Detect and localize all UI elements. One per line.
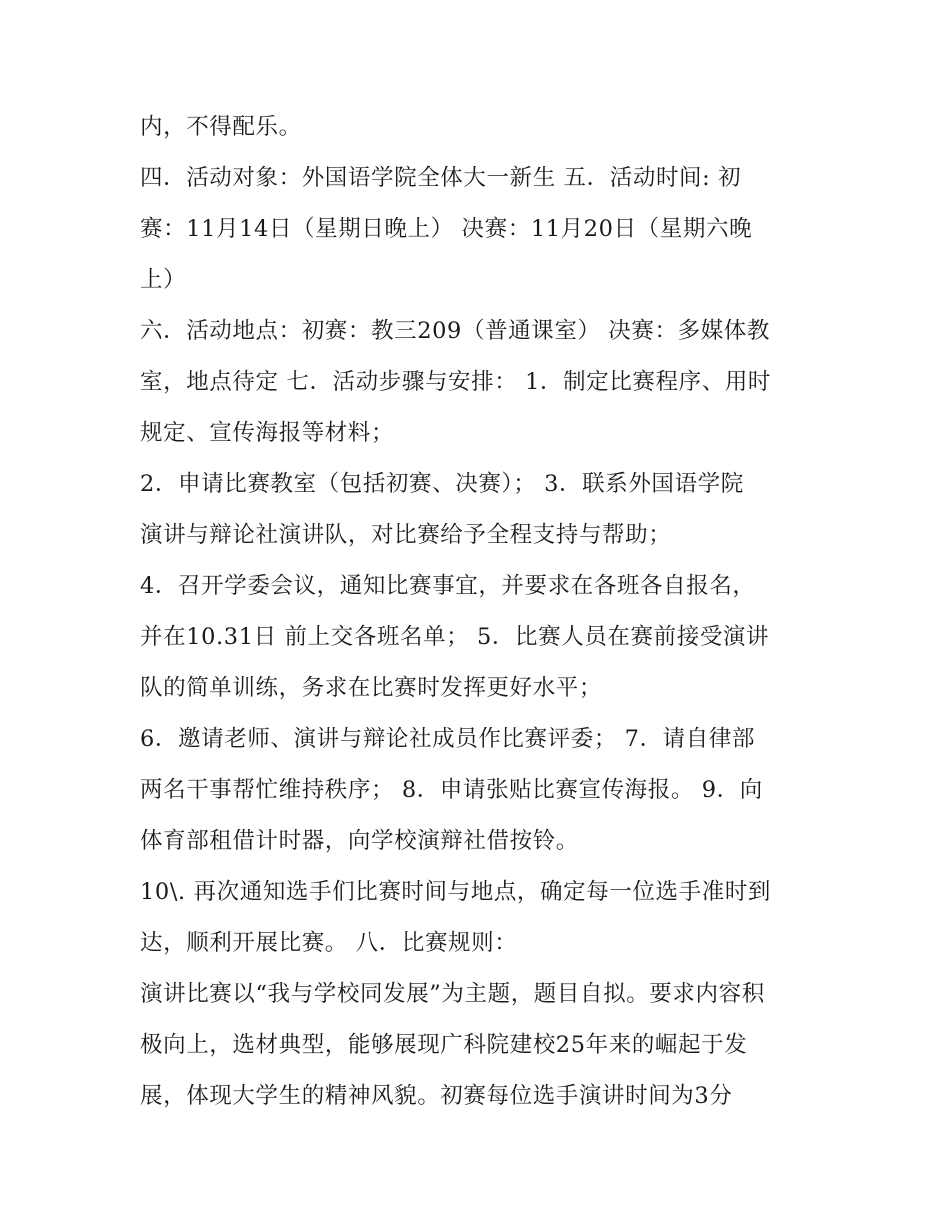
text-line: 四．活动对象：外国语学院全体大一新生 五．活动时间: 初: [140, 165, 742, 191]
text-line: 极向上，选材典型，能够展现广科院建校25年来的崛起于发: [140, 1032, 748, 1058]
text-line: 达，顺利开展比赛。 八．比赛规则：: [140, 930, 518, 956]
text-line: 展，体现大学生的精神风貌。初赛每位选手演讲时间为3分: [140, 1083, 733, 1109]
text-line: 两名干事帮忙维持秩序； 8．申请张贴比赛宣传海报。 9．向: [140, 777, 763, 803]
text-line: 六．活动地点：初赛：教三209（普通课室） 决赛：多媒体教: [140, 318, 770, 344]
text-line: 赛：11月14日（星期日晚上） 决赛：11月20日（星期六晚: [140, 216, 753, 242]
text-line: 演讲比赛以“我与学校同发展”为主题，题目自拟。要求内容积: [140, 981, 765, 1007]
text-line: 体育部租借计时器，向学校演辩社借按铃。: [140, 828, 579, 854]
text-line: 10\. 再次通知选手们比赛时间与地点，确定每一位选手准时到: [140, 879, 772, 905]
text-line: 规定、宣传海报等材料；: [140, 420, 395, 446]
text-line: 并在10.31日 前上交各班名单； 5．比赛人员在赛前接受演讲: [140, 624, 770, 650]
text-line: 2．申请比赛教室（包括初赛、决赛）； 3．联系外国语学院: [140, 471, 744, 497]
text-line: 6．邀请老师、演讲与辩论社成员作比赛评委； 7．请自律部: [140, 726, 756, 752]
text-line: 内，不得配乐。: [140, 114, 302, 140]
text-line: 上）: [140, 267, 187, 293]
text-line: 4．召开学委会议，通知比赛事宜，并要求在各班各自报名，: [140, 573, 756, 599]
text-line: 队的简单训练，务求在比赛时发挥更好水平；: [140, 675, 603, 701]
text-line: 室，地点待定 七．活动步骤与安排： 1．制定比赛程序、用时: [140, 369, 772, 395]
text-line: 演讲与辩论社演讲队，对比赛给予全程支持与帮助；: [140, 522, 672, 548]
